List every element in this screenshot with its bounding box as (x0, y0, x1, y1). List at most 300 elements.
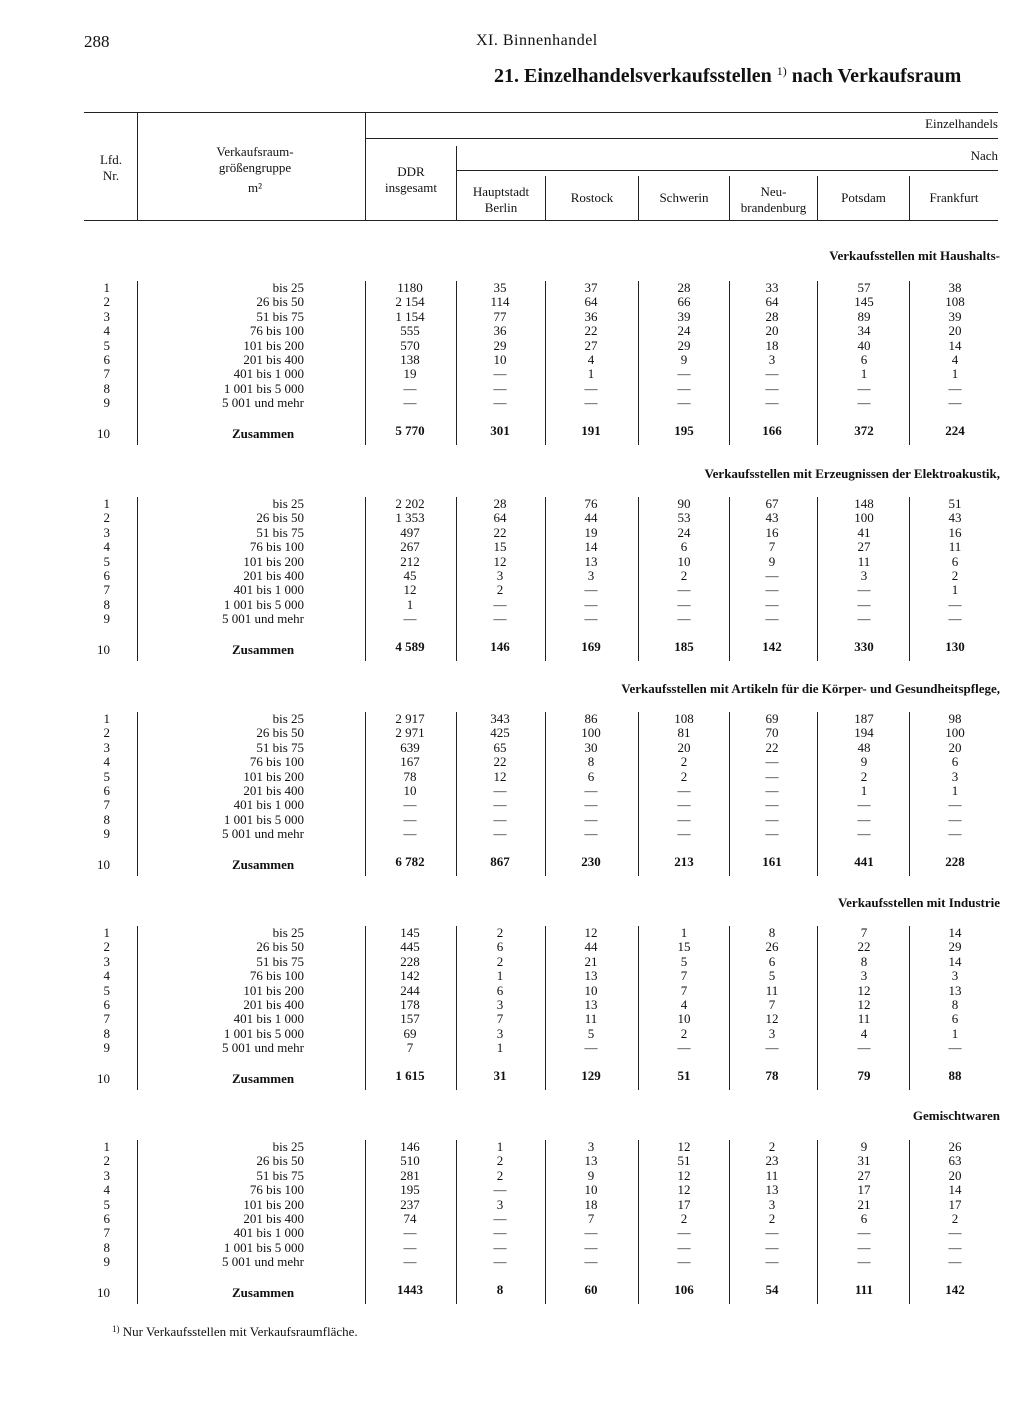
table-cell: 138 (400, 352, 420, 367)
table-cell: 15 (493, 539, 507, 555)
table-cell: 5 (587, 1025, 595, 1041)
section-column-rule (365, 281, 366, 445)
table-cell: 6 (587, 768, 595, 784)
table-cell: — (765, 582, 779, 598)
total-value: 441 (854, 853, 874, 869)
row-number: 6 (103, 783, 110, 798)
table-cell: — (584, 826, 598, 842)
total-value: 4 589 (395, 638, 425, 654)
table-cell: — (765, 568, 779, 583)
row-number: 10 (97, 856, 110, 872)
size-group-label: 26 bis 50 (256, 294, 304, 310)
table-cell: 20 (765, 323, 779, 339)
size-group-label: 1 001 bis 5 000 (223, 596, 304, 612)
row-number: 4 (103, 1182, 110, 1198)
table-cell: 5 (768, 968, 776, 984)
section-column-rule (545, 281, 546, 445)
row-number: 3 (103, 953, 110, 969)
column-header-line: Frankfurt (929, 190, 979, 205)
table-cell: — (677, 1239, 691, 1255)
chapter-title: XI. Binnenhandel (476, 32, 598, 49)
table-cell: — (493, 783, 507, 798)
row-number: 10 (97, 1284, 110, 1300)
table-cell: 63 (948, 1153, 962, 1169)
section-column-rule (365, 926, 366, 1090)
total-value: 1 615 (395, 1067, 425, 1083)
section-column-rule (545, 1140, 546, 1304)
table-cell: 11 (857, 553, 871, 569)
table-cell: 24 (677, 524, 691, 540)
table-cell: 3 (768, 1025, 776, 1041)
table-cell: 24 (677, 323, 691, 339)
table-cell: 17 (677, 1196, 691, 1212)
table-cell: — (765, 768, 779, 784)
table-cell: 77 (493, 308, 507, 324)
table-cell: — (493, 366, 507, 382)
table-cell: 36 (493, 323, 507, 339)
table-cell: 148 (854, 496, 874, 511)
size-group-label: 5 001 und mehr (222, 611, 304, 627)
row-number: 7 (103, 1011, 110, 1027)
table-cell: 5 (680, 953, 688, 969)
table-cell: — (677, 797, 691, 813)
section-column-rule (638, 712, 639, 876)
table-cell: 20 (948, 1167, 962, 1183)
table-cell: 1180 (397, 280, 423, 295)
table-cell: — (493, 395, 507, 411)
section-column-rule (456, 712, 457, 876)
table-cell: 41 (857, 524, 871, 540)
row-number: 1 (103, 280, 110, 295)
table-cell: 2 (951, 1211, 959, 1226)
table-cell: — (584, 395, 598, 411)
section-column-rule (456, 497, 457, 661)
table-cell: 20 (948, 739, 962, 755)
table-cell: 146 (400, 1139, 420, 1154)
table-cell: 8 (587, 754, 595, 770)
table-cell: — (403, 797, 417, 813)
table-cell: 167 (400, 754, 420, 770)
table-cell: — (765, 754, 779, 770)
table-cell: — (948, 596, 962, 612)
table-cell: — (948, 1040, 962, 1056)
table-cell: 17 (857, 1182, 871, 1198)
table-cell: — (857, 811, 871, 827)
size-group-label: bis 25 (272, 711, 304, 726)
row-number: 1 (103, 711, 110, 726)
section-column-rule (729, 281, 730, 445)
section-column-rule (638, 497, 639, 661)
row-number: 1 (103, 925, 110, 940)
table-cell: 34 (857, 323, 871, 339)
table-cell: — (677, 366, 691, 382)
table-cell: — (493, 611, 507, 627)
table-cell: 44 (584, 939, 598, 955)
total-value: 60 (584, 1281, 598, 1297)
size-group-label: 401 bis 1 000 (233, 582, 304, 598)
total-value: 213 (674, 853, 694, 869)
total-value: 142 (945, 1281, 965, 1297)
size-group-label: 76 bis 100 (249, 754, 304, 770)
table-cell: — (493, 1211, 507, 1226)
table-cell: 40 (857, 337, 871, 353)
table-cell: 65 (493, 739, 507, 755)
table-cell: 3 (587, 1139, 595, 1154)
total-label: Zusammen (232, 1070, 295, 1086)
table-cell: 78 (403, 768, 417, 784)
row-number: 7 (103, 582, 110, 598)
size-group-label: 26 bis 50 (256, 1153, 304, 1169)
table-cell: 51 (948, 496, 962, 511)
table-cell: 3 (768, 352, 776, 367)
table-cell: 39 (677, 308, 691, 324)
size-group-label: 26 bis 50 (256, 510, 304, 526)
total-value: 31 (493, 1067, 507, 1083)
table-cell: 20 (677, 739, 691, 755)
table-cell: 12 (677, 1139, 691, 1154)
table-cell: — (677, 395, 691, 411)
size-group-label: 51 bis 75 (256, 953, 304, 969)
table-cell: — (765, 395, 779, 411)
table-cell: 28 (765, 308, 779, 324)
table-cell: 1 (951, 582, 959, 598)
section-column-rule (909, 281, 910, 445)
table-cell: — (584, 596, 598, 612)
row-number: 2 (103, 510, 110, 526)
table-cell: 2 (768, 1211, 776, 1226)
table-cell: 4 (680, 997, 688, 1012)
table-cell: — (584, 811, 598, 827)
table-cell: 11 (765, 982, 779, 998)
table-cell: 7 (768, 997, 776, 1012)
table-cell: 2 971 (395, 725, 425, 741)
table-cell: 3 (496, 1025, 504, 1041)
size-group-label: 76 bis 100 (249, 539, 304, 555)
row-number: 9 (103, 395, 110, 411)
table-cell: 6 (680, 539, 688, 555)
row-number: 3 (103, 739, 110, 755)
table-cell: 6 (951, 553, 959, 569)
table-cell: 29 (493, 337, 507, 353)
table-cell: 19 (403, 366, 417, 382)
section-column-rule (817, 926, 818, 1090)
table-cell: 6 (860, 1211, 868, 1226)
table-cell: — (948, 380, 962, 396)
table-cell: 194 (854, 725, 874, 741)
column-header-line: brandenburg (740, 200, 807, 215)
table-cell: 3 (496, 997, 504, 1012)
table-cell: 18 (584, 1196, 598, 1212)
table-cell: 35 (493, 280, 507, 295)
table-cell: 145 (854, 294, 874, 310)
header-lfd: Lfd. (99, 152, 123, 167)
table-cell: 10 (403, 783, 417, 798)
table-cell: — (765, 826, 779, 842)
total-value: 867 (490, 853, 510, 869)
table-cell: 2 (496, 1167, 504, 1183)
table-cell: — (493, 1225, 507, 1241)
table-cell: 26 (948, 1139, 962, 1154)
table-cell: 8 (951, 997, 959, 1012)
row-number: 6 (103, 997, 110, 1012)
table-cell: 43 (948, 510, 962, 526)
table-cell: 29 (677, 337, 691, 353)
table-cell: — (677, 596, 691, 612)
section-column-rule (638, 926, 639, 1090)
table-cell: 1 353 (395, 510, 425, 526)
table-cell: 497 (400, 524, 420, 540)
table-cell: 22 (857, 939, 871, 955)
row-number: 2 (103, 725, 110, 741)
table-cell: — (493, 1254, 507, 1270)
table-cell: 3 (496, 568, 504, 583)
table-cell: 12 (765, 1011, 779, 1027)
row-number: 3 (103, 524, 110, 540)
row-number: 7 (103, 797, 110, 813)
table-cell: — (857, 1040, 871, 1056)
table-cell: 69 (765, 711, 779, 726)
table-cell: — (584, 380, 598, 396)
table-cell: 2 (860, 768, 868, 784)
column-header-line: Neu- (760, 184, 787, 199)
row-number: 5 (103, 553, 110, 569)
row-number: 9 (103, 826, 110, 842)
table-cell: 114 (490, 294, 510, 310)
section-column-rule (545, 712, 546, 876)
total-value: 161 (762, 853, 782, 869)
table-cell: — (403, 811, 417, 827)
total-value: 88 (948, 1067, 962, 1083)
table-cell: 33 (765, 280, 779, 295)
table-cell: 98 (948, 711, 962, 726)
total-value: 330 (854, 638, 874, 654)
column-header-line: Rostock (570, 190, 614, 205)
section-column-rule (365, 1140, 366, 1304)
table-cell: 27 (857, 1167, 871, 1183)
size-group-label: 201 bis 400 (243, 352, 304, 367)
table-cell: 31 (857, 1153, 871, 1169)
header-group-line2: größengruppe (218, 160, 292, 175)
size-group-label: bis 25 (272, 925, 304, 940)
table-cell: — (584, 797, 598, 813)
table-cell: — (857, 826, 871, 842)
section-heading: Verkaufsstellen mit Haushalts- (829, 248, 1000, 263)
table-cell: 108 (674, 711, 694, 726)
total-value: 191 (581, 422, 601, 438)
table-cell: 64 (493, 510, 507, 526)
table-cell: — (765, 1239, 779, 1255)
table-cell: 14 (948, 337, 962, 353)
row-number: 6 (103, 1211, 110, 1226)
header-einzelhandel: Einzelhandels (925, 116, 998, 131)
section-column-rule (817, 1140, 818, 1304)
table-cell: 15 (677, 939, 691, 955)
table-cell: 7 (680, 982, 688, 998)
table-cell: 11 (584, 1011, 598, 1027)
table-cell: 44 (584, 510, 598, 526)
section-column-rule (909, 926, 910, 1090)
table-cell: — (403, 611, 417, 627)
column-header (546, 190, 638, 206)
size-group-label: 401 bis 1 000 (233, 1225, 304, 1241)
size-group-label: 1 001 bis 5 000 (223, 1025, 304, 1041)
section-column-rule (365, 497, 366, 661)
table-cell: 1 (951, 783, 959, 798)
table-cell: 1 (496, 968, 504, 984)
section-column-rule (729, 497, 730, 661)
row-number: 1 (103, 1139, 110, 1154)
table-cell: 2 (680, 1025, 688, 1041)
table-cell: 6 (951, 754, 959, 770)
table-cell: 38 (948, 280, 962, 295)
table-cell: 10 (584, 1182, 598, 1198)
table-cell: 22 (584, 323, 598, 339)
table-cell: — (948, 1225, 962, 1241)
table-cell: 11 (765, 1167, 779, 1183)
table-cell: — (765, 380, 779, 396)
row-number: 10 (97, 1070, 110, 1086)
section-column-rule (817, 497, 818, 661)
table-cell: — (948, 826, 962, 842)
size-group-label: 201 bis 400 (243, 1211, 304, 1226)
table-cell: 2 (768, 1139, 776, 1154)
table-cell: 20 (948, 323, 962, 339)
size-group-label: 201 bis 400 (243, 997, 304, 1012)
table-cell: — (584, 1239, 598, 1255)
table-cell: 2 202 (395, 496, 425, 511)
table-cell: 9 (860, 1139, 868, 1154)
section-column-rule (456, 1140, 457, 1304)
table-cell: 212 (400, 553, 420, 569)
table-cell: 425 (490, 725, 510, 741)
size-group-label: 1 001 bis 5 000 (223, 380, 304, 396)
table-cell: — (403, 826, 417, 842)
table-cell: 145 (400, 925, 420, 940)
table-cell: — (493, 380, 507, 396)
table-cell: 28 (677, 280, 691, 295)
title-footnote-mark: 1) (776, 64, 787, 78)
size-group-label: 76 bis 100 (249, 1182, 304, 1198)
table-cell: 4 (860, 1025, 868, 1041)
table-cell: 13 (584, 968, 598, 984)
table-cell: 7 (587, 1211, 595, 1226)
table-cell: 1 (951, 1025, 959, 1041)
table-cell: 9 (680, 352, 688, 367)
table-cell: — (493, 1182, 507, 1198)
size-group-label: 51 bis 75 (256, 524, 304, 540)
table-cell: — (677, 811, 691, 827)
table-cell: 11 (948, 539, 962, 555)
header-group-unit: m² (247, 180, 262, 195)
table-cell: 23 (765, 1153, 779, 1169)
table-cell: — (677, 826, 691, 842)
section-heading: Verkaufsstellen mit Erzeugnissen der Elektroakustik, (704, 466, 1000, 481)
title-prefix: 21. Einzelhandelsverkaufsstellen (494, 65, 772, 87)
table-cell: 13 (584, 553, 598, 569)
table-cell: 2 154 (395, 294, 425, 310)
total-value: 1443 (397, 1281, 423, 1297)
table-cell: — (677, 1225, 691, 1241)
size-group-label: bis 25 (272, 280, 304, 295)
table-cell: 1 (860, 783, 868, 798)
size-group-label: 76 bis 100 (249, 323, 304, 339)
table-cell: 178 (400, 997, 420, 1012)
table-cell: 10 (584, 982, 598, 998)
header-ddr-line2: insgesamt (385, 180, 437, 195)
table-cell: — (403, 380, 417, 396)
table-cell: 17 (948, 1196, 962, 1212)
table-cell: 2 (496, 925, 504, 940)
table-cell: 2 (680, 754, 688, 770)
table-cell: 14 (948, 1182, 962, 1198)
table-cell: 100 (581, 725, 601, 741)
column-header-line: Berlin (484, 200, 518, 215)
table-cell: 2 (680, 568, 688, 583)
table-cell: — (948, 1254, 962, 1270)
table-cell: — (765, 1225, 779, 1241)
size-group-label: 201 bis 400 (243, 783, 304, 798)
size-group-label: 51 bis 75 (256, 308, 304, 324)
size-group-label: 101 bis 200 (243, 337, 304, 353)
table-cell: 9 (768, 553, 776, 569)
total-label: Zusammen (232, 641, 295, 657)
row-number: 4 (103, 539, 110, 555)
header-nach: Nach (970, 148, 998, 163)
row-number: 8 (103, 380, 110, 396)
table-cell: — (857, 395, 871, 411)
row-number: 8 (103, 596, 110, 612)
table-cell: — (403, 1254, 417, 1270)
table-cell: 69 (403, 1025, 417, 1041)
table-cell: — (677, 783, 691, 798)
table-cell: — (948, 395, 962, 411)
column-header-line: Potsdam (841, 190, 886, 205)
row-number: 2 (103, 939, 110, 955)
table-cell: 12 (677, 1182, 691, 1198)
table-cell: — (677, 380, 691, 396)
section-column-rule (729, 1140, 730, 1304)
table-cell: 6 (496, 939, 504, 955)
table-cell: — (493, 811, 507, 827)
table-cell: 100 (854, 510, 874, 526)
section-column-rule (638, 281, 639, 445)
row-number: 5 (103, 1196, 110, 1212)
table-cell: 64 (765, 294, 779, 310)
table-cell: 57 (857, 280, 871, 295)
table-cell: 244 (400, 982, 420, 998)
section-heading: Verkaufsstellen mit Artikeln für die Körper- und Gesundheitspflege, (621, 681, 1000, 696)
footnote-mark: 1) (112, 1324, 120, 1334)
table-cell: 36 (584, 308, 598, 324)
table-cell: 51 (677, 1153, 691, 1169)
header-group-line1: Verkaufsraum- (216, 144, 294, 159)
table-cell: — (584, 1254, 598, 1270)
table-cell: 142 (400, 968, 420, 984)
header-ddr-line1: DDR (397, 164, 425, 179)
table-cell: 12 (857, 997, 871, 1012)
row-number: 5 (103, 337, 110, 353)
table-cell: — (584, 611, 598, 627)
section-column-rule (729, 712, 730, 876)
table-cell: 86 (584, 711, 598, 726)
section-column-rule (909, 712, 910, 876)
total-value: 166 (762, 422, 782, 438)
table-cell: 6 (951, 1011, 959, 1027)
size-group-label: 201 bis 400 (243, 568, 304, 583)
total-value: 130 (945, 638, 965, 654)
row-number: 4 (103, 968, 110, 984)
table-cell: 3 (587, 568, 595, 583)
